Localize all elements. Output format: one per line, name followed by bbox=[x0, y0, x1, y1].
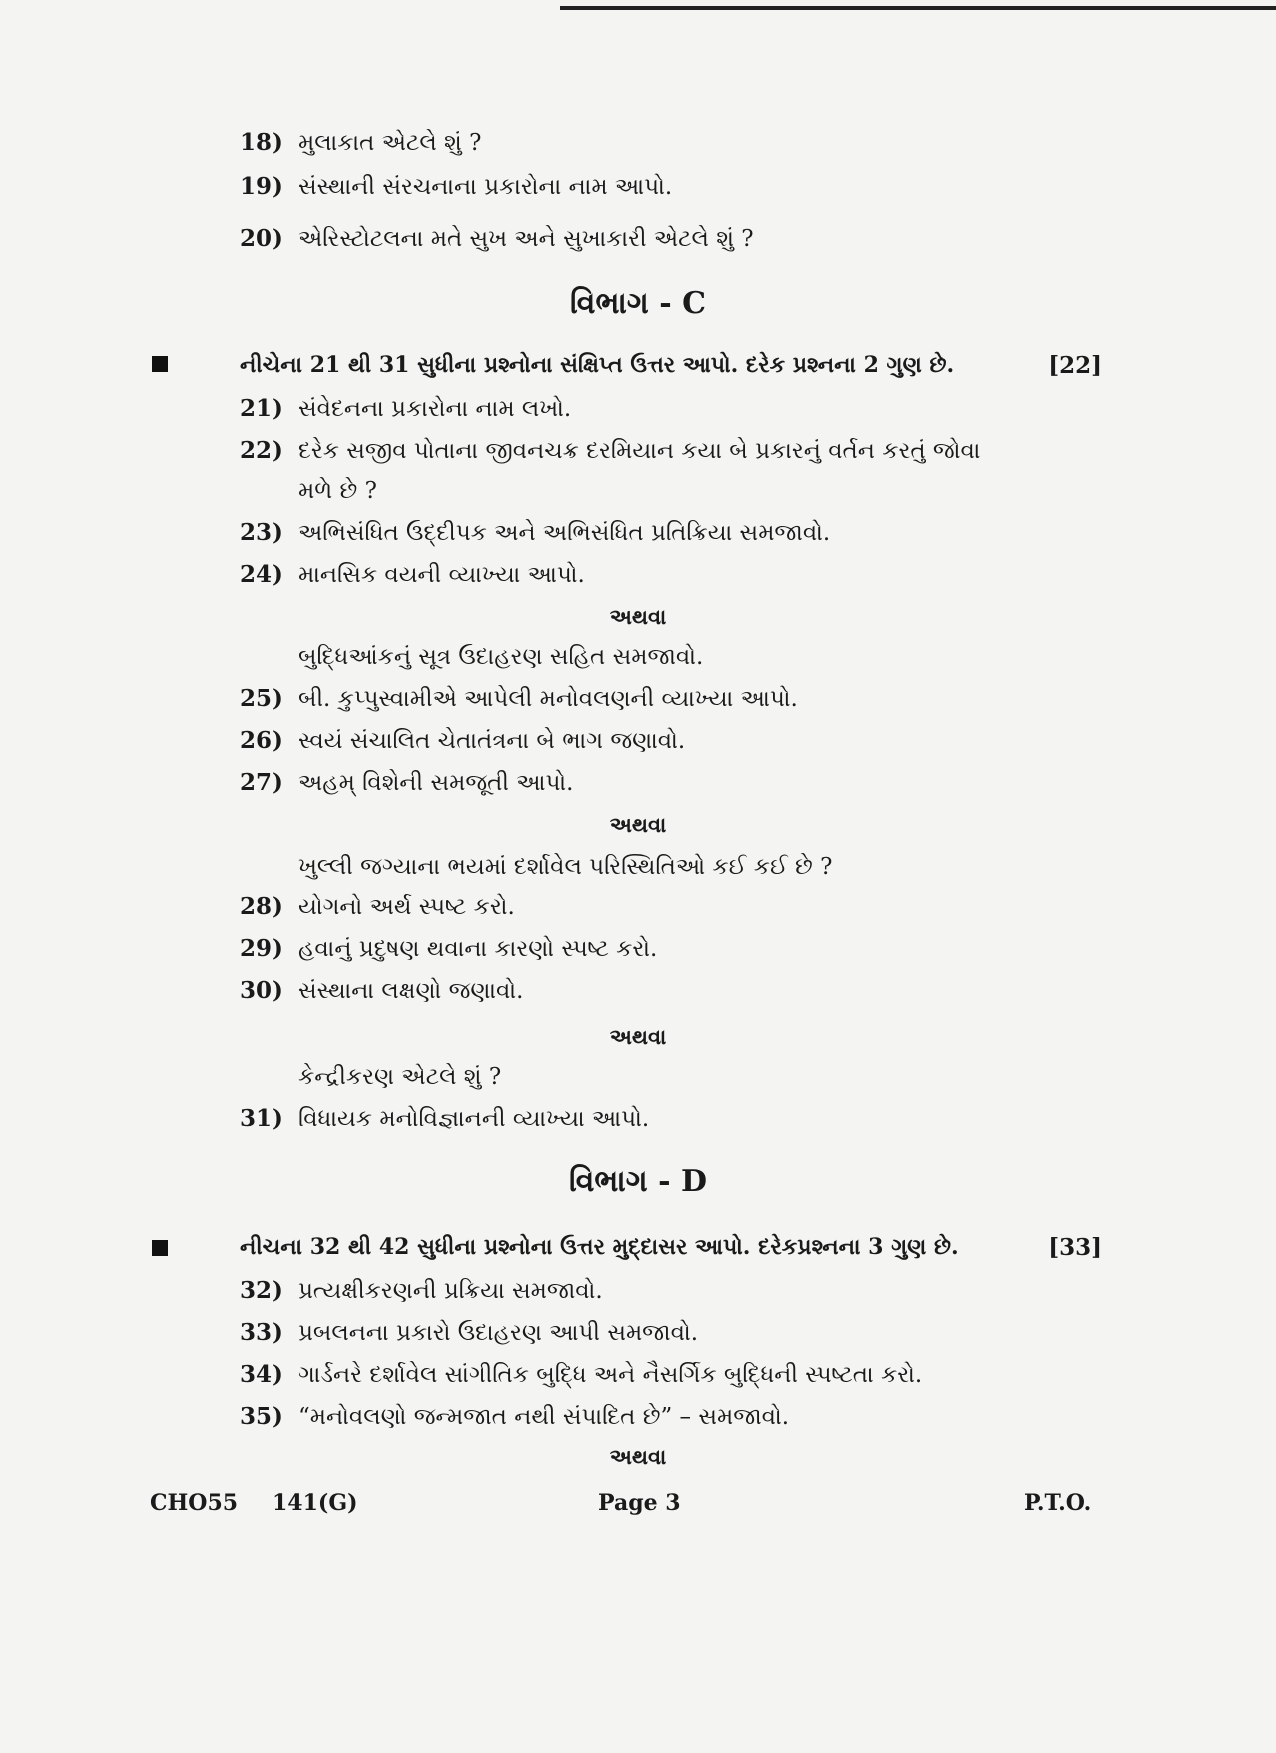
question-number: 21) bbox=[240, 395, 283, 422]
question-text: પ્રબલનના પ્રકારો ઉદાહરણ આપી સમજાવો. bbox=[298, 1320, 699, 1346]
or-label: અથવા bbox=[609, 812, 667, 837]
question-number: 22) bbox=[240, 437, 283, 464]
question-33 bbox=[240, 1318, 698, 1348]
question-text: અહમ્ વિશેની સમજૂતી આપો. bbox=[298, 770, 574, 796]
question-text: દરેક સજીવ પોતાના જીવનચક્ર દરમિયાન કયા બે પ્રકારનું વર્તન કરતું જોવા bbox=[298, 438, 981, 464]
question-number: 19) bbox=[240, 173, 283, 200]
question-32 bbox=[240, 1276, 603, 1306]
question-text: મુલાકાત એટલે શું ? bbox=[298, 130, 482, 156]
top-rule bbox=[560, 6, 1276, 10]
or-label: અથવા bbox=[609, 1444, 667, 1469]
question-text: માનસિક વયની વ્યાખ્યા આપો. bbox=[298, 562, 585, 588]
question-number: 25) bbox=[240, 685, 283, 712]
question-30-alternative: કેન્દ્રીકરણ એટલે શું ? bbox=[298, 1064, 502, 1090]
question-number: 34) bbox=[240, 1361, 283, 1388]
question-number: 31) bbox=[240, 1105, 283, 1132]
question-number: 27) bbox=[240, 769, 283, 796]
footer-page-number: Page 3 bbox=[598, 1490, 681, 1516]
section-d-marks: [33] bbox=[1048, 1234, 1102, 1261]
question-24-alternative: બુદ્ધિઆંકનું સૂત્ર ઉદાહરણ સહિત સમજાવો. bbox=[298, 644, 704, 670]
question-24 bbox=[240, 560, 585, 590]
question-text: પ્રત્યક્ષીકરણની પ્રક્રિયા સમજાવો. bbox=[298, 1278, 603, 1304]
question-number: 28) bbox=[240, 893, 283, 920]
question-27-alternative: ખુલ્લી જગ્યાના ભયમાં દર્શાવેલ પરિસ્થિતિઓ કઈ કઈ છે ? bbox=[298, 854, 833, 880]
question-text: હવાનું પ્રદુષણ થવાના કારણો સ્પષ્ટ કરો. bbox=[298, 936, 658, 962]
question-31 bbox=[240, 1104, 649, 1134]
question-text: “મનોવલણો જન્મજાત નથી સંપાદિત છે” – સમજાવો. bbox=[298, 1404, 790, 1430]
question-number: 32) bbox=[240, 1277, 283, 1304]
bullet-square-icon bbox=[152, 356, 168, 372]
section-d-title: વિભાગ - D bbox=[568, 1164, 708, 1199]
question-text: સંસ્થાના લક્ષણો જણાવો. bbox=[298, 978, 524, 1004]
question-25 bbox=[240, 684, 798, 714]
question-text: બી. કુપ્પુસ્વામીએ આપેલી મનોવલણની વ્યાખ્યા આપો. bbox=[298, 686, 798, 712]
or-label: અથવા bbox=[609, 1024, 667, 1049]
question-29 bbox=[240, 934, 657, 964]
or-label: અથવા bbox=[609, 604, 667, 629]
question-18 bbox=[240, 128, 481, 158]
question-21 bbox=[240, 394, 571, 424]
question-27 bbox=[240, 768, 573, 798]
question-number: 35) bbox=[240, 1403, 283, 1430]
section-c-instruction: નીચેના 21 થી 31 સુધીના પ્રશ્નોના સંક્ષિપ્ત ઉત્તર આપો. દરેક પ્રશ્નના 2 ગુણ છે. bbox=[240, 352, 955, 378]
question-text: યોગનો અર્થ સ્પષ્ટ કરો. bbox=[298, 894, 515, 920]
question-20 bbox=[240, 224, 754, 254]
question-22 bbox=[240, 436, 980, 466]
question-34 bbox=[240, 1360, 922, 1390]
bullet-square-icon bbox=[152, 1240, 168, 1256]
question-number: 33) bbox=[240, 1319, 283, 1346]
question-text: અભિસંધિત ઉદ્દીપક અને અભિસંધિત પ્રતિક્રિયા સમજાવો. bbox=[298, 520, 831, 546]
question-number: 18) bbox=[240, 129, 283, 156]
question-text: સંસ્થાની સંરચનાના પ્રકારોના નામ આપો. bbox=[298, 174, 673, 200]
question-22-continued: મળે છે ? bbox=[298, 478, 377, 504]
question-number: 23) bbox=[240, 519, 283, 546]
question-number: 24) bbox=[240, 561, 283, 588]
footer-pto: P.T.O. bbox=[1024, 1490, 1092, 1516]
question-number: 20) bbox=[240, 225, 283, 252]
section-c-marks: [22] bbox=[1048, 352, 1102, 379]
question-26 bbox=[240, 726, 685, 756]
question-text: સંવેદનના પ્રકારોના નામ લખો. bbox=[298, 396, 572, 422]
question-23 bbox=[240, 518, 830, 548]
question-number: 30) bbox=[240, 977, 283, 1004]
question-text: ગાર્ડનરે દર્શાવેલ સાંગીતિક બુદ્ધિ અને નૈસર્ગિક બુદ્ધિની સ્પષ્ટતા કરો. bbox=[298, 1362, 923, 1388]
footer-code: CHO55 bbox=[150, 1490, 239, 1516]
section-d-instruction: નીચના 32 થી 42 સુધીના પ્રશ્નોના ઉત્તર મુદ્દાસર આપો. દરેકપ્રશ્નના 3 ગુણ છે. bbox=[240, 1234, 959, 1260]
footer-paper-number: 141(G) bbox=[272, 1490, 358, 1516]
question-28 bbox=[240, 892, 515, 922]
section-c-title: વિભાગ - C bbox=[570, 286, 706, 321]
question-number: 29) bbox=[240, 935, 283, 962]
question-30 bbox=[240, 976, 523, 1006]
question-number: 26) bbox=[240, 727, 283, 754]
question-35 bbox=[240, 1402, 789, 1432]
question-text: એરિસ્ટોટલના મતે સુખ અને સુખાકારી એટલે શું ? bbox=[298, 226, 754, 252]
question-text: સ્વયં સંચાલિત ચેતાતંત્રના બે ભાગ જણાવો. bbox=[298, 728, 686, 754]
question-19 bbox=[240, 172, 672, 202]
question-text: વિધાયક મનોવિજ્ઞાનની વ્યાખ્યા આપો. bbox=[298, 1106, 650, 1132]
